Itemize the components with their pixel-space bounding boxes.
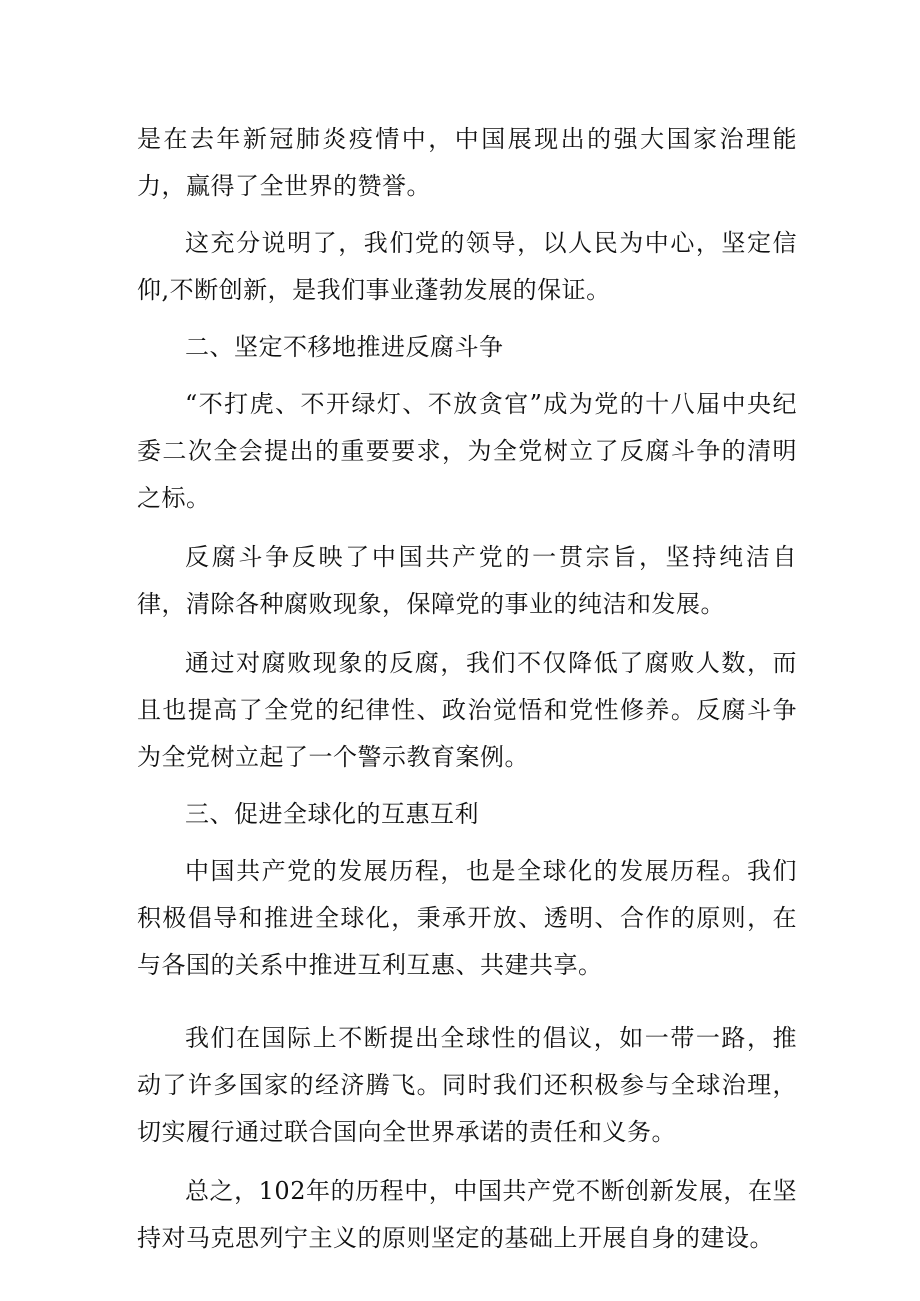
paragraph-anti-corruption-results: 通过对腐败现象的反腐，我们不仅降低了腐败人数，而且也提高了全党的纪律性、政治觉悟和党性修养。反腐斗争为全党树立起了一个警示教育案例。 [137, 649, 797, 771]
paragraph-discipline-requirement: “不打虎、不开绿灯、不放贪官”成为党的十八届中央纪委二次全会提出的重要要求，为全党树立了反腐斗争的清明之标。 [137, 390, 797, 512]
paragraph-covid-governance: 是在去年新冠肺炎疫情中，中国展现出的强大国家治理能力，赢得了全世界的赞誉。 [137, 125, 797, 200]
section-heading-globalization: 三、促进全球化的互惠互利 [185, 800, 479, 828]
paragraph-global-initiatives: 我们在国际上不断提出全球性的倡议，如一带一路，推动了许多国家的经济腾飞。同时我们还积极参与全球治理，切实履行通过联合国向全世界承诺的责任和义务。 [137, 1024, 797, 1146]
paragraph-globalization-history: 中国共产党的发展历程，也是全球化的发展历程。我们积极倡导和推进全球化，秉承开放、透明、合作的原则，在与各国的关系中推进互利互惠、共建共享。 [137, 857, 797, 979]
paragraph-party-leadership: 这充分说明了，我们党的领导，以人民为中心，坚定信仰,不断创新，是我们事业蓬勃发展的保证。 [137, 229, 797, 304]
document-body [137, 116, 797, 1262]
section-heading-anti-corruption: 二、坚定不移地推进反腐斗争 [185, 333, 504, 361]
paragraph-anti-corruption-purpose: 反腐斗争反映了中国共产党的一贯宗旨，坚持纯洁自律，清除各种腐败现象，保障党的事业的纯洁和发展。 [137, 543, 797, 618]
paragraph-conclusion: 总之，102年的历程中，中国共产党不断创新发展，在坚持对马克思列宁主义的原则坚定的基础上开展自身的建设。 [137, 1177, 797, 1252]
